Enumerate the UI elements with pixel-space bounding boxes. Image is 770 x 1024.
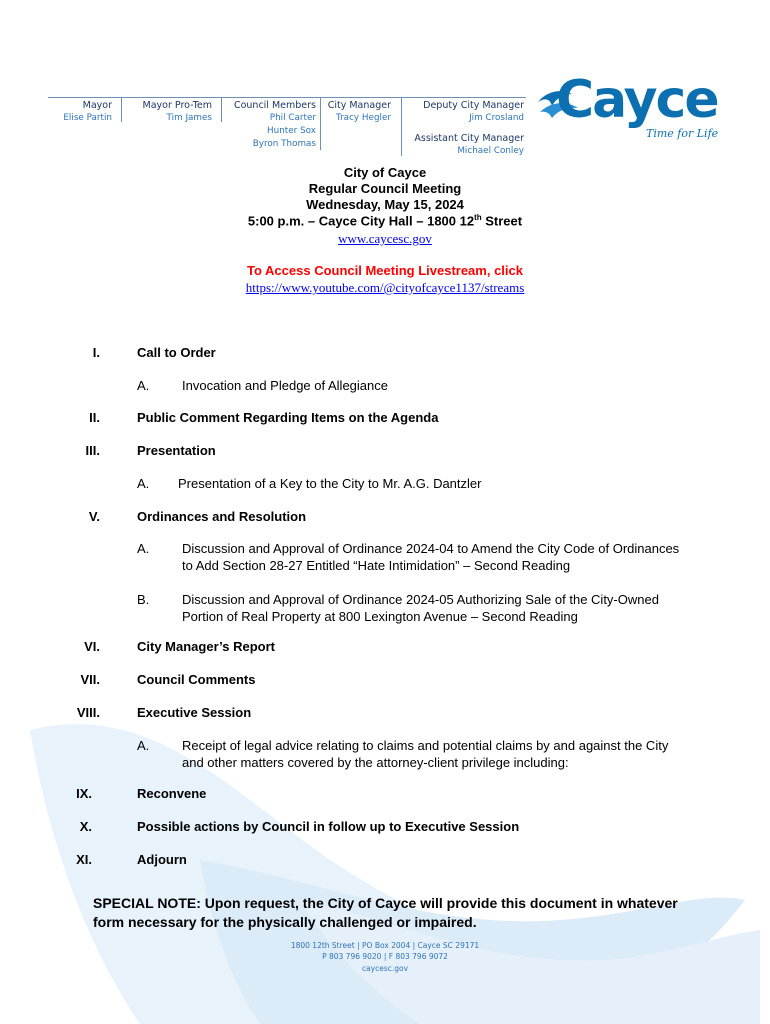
agenda-sub-letter: B. — [137, 592, 150, 607]
agenda-number: V. — [88, 509, 100, 524]
livestream-label: To Access Council Meeting Livestream, click — [247, 263, 523, 278]
agenda-number: VI. — [84, 639, 100, 654]
agenda-number: VII. — [80, 672, 100, 687]
agenda-sub-text: Receipt of legal advice relating to claims and potential claims by and against the City and other matters covered by the attorney-client privilege including: — [182, 738, 669, 770]
city-name: City of Cayce — [343, 165, 427, 180]
logo-tagline: Time for Life — [646, 127, 719, 140]
agenda-number: IX. — [76, 786, 92, 801]
header-rule — [48, 97, 526, 98]
agenda-item-title: Council Comments — [137, 672, 256, 687]
footer-web: caycesc.gov — [361, 964, 409, 973]
official-mayor-pro-tem: Mayor Pro-Tem Tim James — [142, 100, 212, 123]
agenda-sub-letter: A. — [137, 378, 150, 393]
footer-address: 1800 12th Street | PO Box 2004 | Cayce SC 29171 — [290, 941, 480, 950]
agenda-item-title: Ordinances and Resolution — [137, 509, 307, 524]
agenda-item-title: Reconvene — [137, 786, 207, 801]
logo-wordmark: Cayce — [556, 70, 718, 130]
official-mayor: Mayor Elise Partin — [63, 100, 112, 123]
livestream-link[interactable]: https://www.youtube.com/@cityofcayce1137/streams — [245, 280, 525, 295]
agenda-sub-text: Discussion and Approval of Ordinance 2024-05 Authorizing Sale of the City-Owned Portion of Real Property at 800 Lexington Avenue – Second Reading — [182, 592, 659, 624]
official-assistant-city-manager: Assistant City Manager Michael Conley — [414, 133, 524, 156]
meeting-date: Wednesday, May 15, 2024 — [306, 197, 464, 212]
agenda-number: XI. — [76, 852, 92, 867]
agenda-number: III. — [85, 443, 100, 458]
agenda-item-title: City Manager’s Report — [137, 639, 275, 654]
website-link[interactable]: www.caycesc.gov — [338, 231, 432, 246]
meeting-type: Regular Council Meeting — [308, 181, 462, 196]
column-divider — [401, 98, 402, 156]
agenda-item-title: Executive Session — [137, 705, 252, 720]
agenda-item-title: Call to Order — [137, 345, 216, 360]
agenda-item-title: Adjourn — [137, 852, 187, 867]
agenda-number: II. — [89, 410, 100, 425]
agenda-sub-text: Discussion and Approval of Ordinance 2024-04 to Amend the City Code of Ordinances to Add Section 28-27 Entitled “Hate Intimidation” – Second Reading — [182, 541, 680, 573]
column-divider — [121, 98, 122, 122]
agenda-sub-letter: A. — [137, 476, 150, 491]
agenda-sub-letter: A. — [137, 738, 150, 753]
agenda-sub-letter: A. — [137, 541, 150, 556]
footer-phone: P 803 796 9020 | F 803 796 9072 — [322, 952, 448, 961]
agenda-sub-text: Presentation of a Key to the City to Mr. A.G. Dantzler — [178, 476, 482, 491]
agenda-number: VIII. — [76, 705, 100, 720]
agenda-sub-text: Invocation and Pledge of Allegiance — [182, 378, 388, 393]
official-deputy-city-manager: Deputy City Manager Jim Crosland — [423, 100, 524, 123]
official-city-manager: City Manager Tracy Hegler — [327, 100, 391, 123]
special-note: SPECIAL NOTE: Upon request, the City of Cayce will provide this document in whatever form necessary for the physically challenged or impaired. — [93, 895, 678, 930]
agenda-item-title: Presentation — [137, 443, 216, 458]
agenda-item-title: Possible actions by Council in follow up to Executive Session — [137, 819, 520, 834]
agenda-item-title: Public Comment Regarding Items on the Agenda — [137, 410, 439, 425]
column-divider — [320, 98, 321, 150]
agenda-number: X. — [79, 819, 92, 834]
meeting-time-location: 5:00 p.m. – Cayce City Hall – 1800 12th Street — [247, 213, 523, 229]
column-divider — [221, 98, 222, 122]
agenda-number: I. — [92, 345, 100, 360]
official-council-members: Council Members Phil Carter Hunter Sox Byron Thomas — [233, 100, 316, 149]
